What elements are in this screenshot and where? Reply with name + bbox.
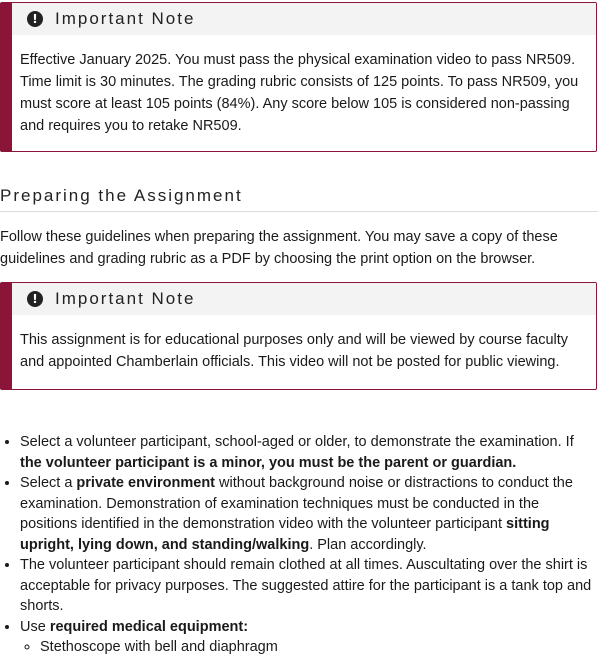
note-header — [12, 3, 596, 35]
list-item: • Select a private environment without background noise or distractions to conduct the examination. Demonstration of examination techniques must be conducted in the positions identified in the demonstration video with the volunteer participant sitting upright, lying down, and standing/walking. Plan accordingly. — [20, 473, 598, 555]
note-body: Effective January 2025. You must pass the physical examination video to pass NR509. Time limit is 30 minutes. The grading rubric consists of 125 points. To pass NR509, you must score at least 105 points (84%). Any score below 105 is considered non-passing and requires you to retake NR509. — [20, 52, 579, 134]
equipment-sublist — [20, 637, 598, 658]
guidelines-list — [0, 432, 598, 658]
list-item: • Use required medical equipment: ◦ Stethoscope with bell and diaphragm — [20, 617, 598, 658]
important-note-2 — [0, 282, 597, 390]
section-heading: Preparing the Assignment — [0, 186, 598, 212]
exclamation-circle-icon: ! — [27, 291, 43, 307]
list-item: • Select a volunteer participant, school-aged or older, to demonstrate the examination. If the volunteer participant is a minor, you must be the parent or guardian. — [20, 432, 598, 473]
sub-list-item: ◦ Stethoscope with bell and diaphragm — [40, 637, 598, 658]
note-title: Important Note — [55, 289, 196, 308]
section-intro: Follow these guidelines when preparing the assignment. You may save a copy of these guidelines and grading rubric as a PDF by choosing the print option on the browser. — [0, 229, 558, 267]
note-header — [12, 283, 596, 315]
list-item: • The volunteer participant should remain clothed at all times. Auscultating over the shirt is acceptable for privacy purposes. The suggested attire for the participant is a tank top and shorts. — [20, 555, 598, 617]
exclamation-circle-icon: ! — [27, 11, 43, 27]
note-body: This assignment is for educational purposes only and will be viewed by course faculty and appointed Chamberlain officials. This video will not be posted for public viewing. — [20, 332, 569, 370]
note-title: Important Note — [55, 9, 196, 28]
important-note-1 — [0, 2, 597, 152]
